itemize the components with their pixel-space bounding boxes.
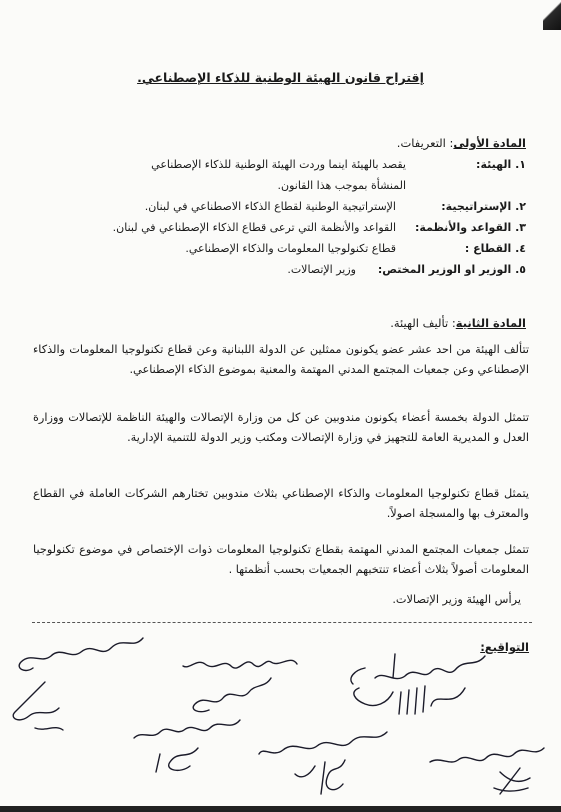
definition-term: ٢. الإستراتيجية: [441,200,526,213]
signature-4 [120,710,250,780]
paragraph: يتمثل قطاع تكنولوجيا المعلومات والذكاء الإصطناعي بثلاث مندوبين تختارهم الشركات العاملة في القطاع والمعترف بها والمسجلة اصولاً. [33,487,529,520]
signature-6 [420,728,550,798]
paragraph: تتألف الهيئة من احد عشر عضو يكونون ممثلين عن الدولة اللبنانية وعن قطاع تكنولوجيا المعلومات والذكاء الإصطناعي وعن جمعيات المجتمع المدني المهتمة والمعنية بموضوع الذكاء الإصطناعي. [33,343,529,376]
definition-text: قطاع تكنولوجيا المعلومات والذكاء الإصطناعي. [185,242,396,255]
page-bottom-edge [0,806,561,812]
page-corner-shadow [543,0,561,30]
definition-row [26,200,526,218]
definition-row [26,242,526,260]
article-2-heading: المادة الثانية: تأليف الهيئة. [390,316,526,330]
paragraph: تتمثل جمعيات المجتمع المدني المهتمة بقطاع تكنولوجيا المعلومات ذوات الإختصاص في موضوع تكنولوجيا المعلومات أصولاً بثلاث أعضاء تنتخبهم الجمعيات بحسب أنظمتها . [33,543,529,576]
paragraph: يرأس الهيئة وزير الإتصالات. [392,593,521,606]
signatures-heading: التواقيع: [480,640,529,654]
definition-text: المنشأة بموجب هذا القانون. [277,179,406,192]
definition-row [26,221,526,239]
signature-5 [255,720,395,800]
definition-text: الإستراتيجية الوطنية لقطاع الذكاء الاصطناعي في لبنان. [144,200,396,213]
definition-text: وزير الإتصالات. [287,263,356,276]
signature-1 [335,648,505,718]
article-1-heading: المادة الأولى: التعريفات. [396,136,526,150]
divider [32,622,532,623]
paragraph: تتمثل الدولة بخمسة أعضاء يكونون مندوبين عن كل من وزارة الإتصالات والهيئة الناظمة للإتصالات ووزارة العدل و المديرية العامة للتجهيز في وزارة الإتصالات ومكتب وزير الدولة للتنمية الإدارية. [33,411,529,444]
document-title: إقتراح قانون الهيئة الوطنية للذكاء الإصطناعي. [137,70,424,85]
definition-term: ١. الهيئة: [476,158,526,171]
definition-text: يقصد بالهيئة اينما وردت الهيئة الوطنية للذكاء الإصطناعي [151,158,406,171]
definition-row [26,158,526,176]
definition-term: ٤. القطاع : [464,242,526,255]
definition-row [26,263,526,281]
definition-row [26,179,526,197]
definition-term: ٣. القواعد والأنظمة: [415,221,526,234]
signature-2 [175,648,305,718]
definition-text: القواعد والأنظمة التي ترعى قطاع الذكاء الإصطناعي في لبنان. [112,221,396,234]
definition-term: ٥. الوزير او الوزير المختص: [377,263,526,276]
